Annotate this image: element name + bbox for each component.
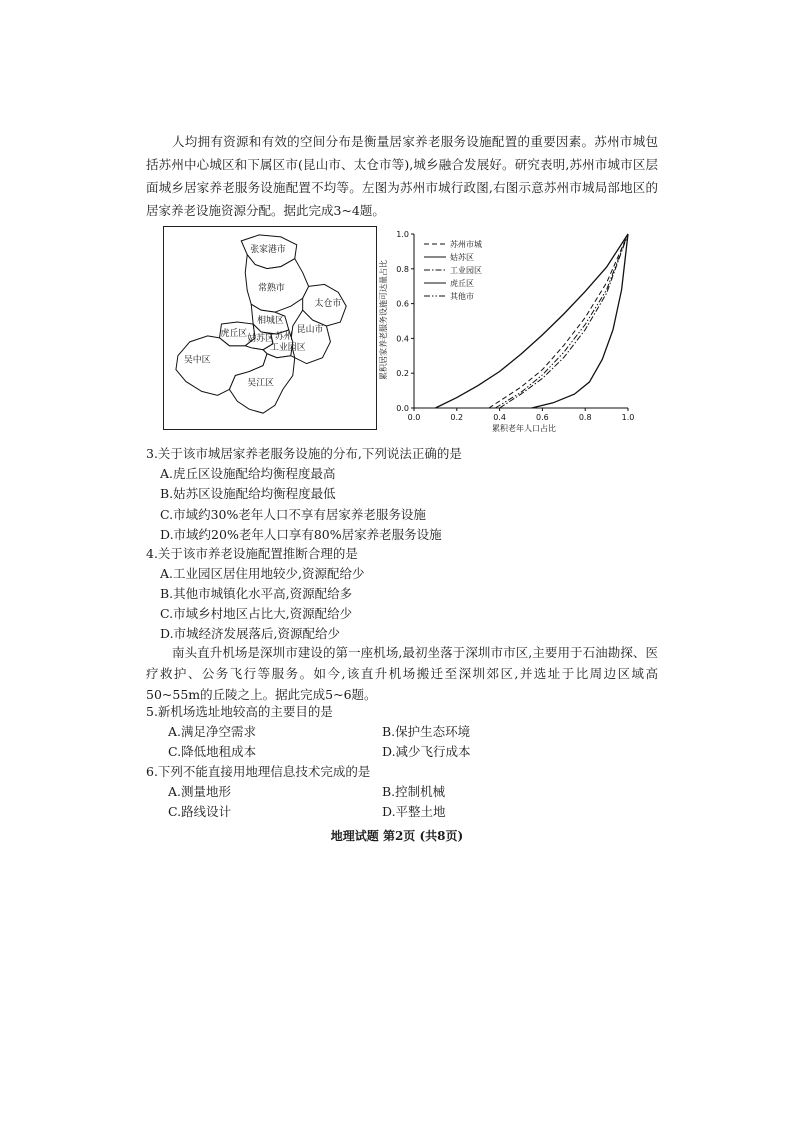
question-3-option-d[interactable]: D.市域约20%老年人口享有80%居家养老服务设施 [160, 527, 442, 542]
map-label-sip: 工业园区 [270, 342, 306, 353]
map-label-huqiu: 虎丘区 [220, 328, 248, 339]
map-label-xiangcheng: 相城区 [257, 316, 284, 327]
y-tick-label: 0.6 [396, 299, 409, 309]
x-tick-label: 0.6 [536, 413, 549, 422]
question-4-option-a[interactable]: A.工业园区居住用地较少,资源配给少 [160, 566, 365, 581]
y-tick-label: 0.4 [396, 334, 409, 344]
map-label-taicang: 太仓市 [314, 299, 342, 310]
x-tick-label: 0.0 [407, 413, 421, 422]
question-6-option-a[interactable]: A.测量地形 [168, 784, 232, 799]
question-4-option-d[interactable]: D.市城经济发展落后,资源配给少 [160, 626, 341, 641]
intro-paragraph: 人均拥有资源和有效的空间分布是衡量居家养老服务设施配置的重要因素。苏州市城包括苏州中心城区和下属区市(昆山市、太仓市等),城乡融合发展好。研究表明,苏州市城市区层面城乡居家养老服务设施配置不均等。左图为苏州市城行政图,右图示意苏州市城局部地区的居家养老设施资源分配。据此完成3~4题。 [146, 134, 658, 218]
y-tick-label: 1.0 [396, 230, 409, 239]
question-5-stem: 5.新机场选址地较高的主要目的是 [146, 704, 333, 719]
map-label-zhangjiagang: 张家港市 [250, 244, 286, 255]
map-label-wuzhong: 吴中区 [183, 355, 211, 366]
page-footer: 地理试题 第2页 (共8页) [330, 829, 464, 843]
map-label-changshu: 常熟市 [258, 283, 285, 294]
facility-distribution-chart [376, 224, 646, 438]
y-tick-label: 0.2 [396, 369, 409, 379]
x-tick-label: 0.2 [450, 413, 464, 422]
chart-svg [376, 224, 646, 438]
question-6-stem: 6.下列不能直接用地理信息技术完成的是 [146, 764, 371, 779]
legend-label-5: 其他市 [450, 292, 474, 301]
series-line-4 [532, 234, 628, 408]
question-4-stem: 4.关于该市养老设施配置推断合理的是 [146, 546, 358, 561]
series-line-5 [495, 234, 628, 408]
question-5-option-d[interactable]: D.减少飞行成本 [382, 744, 471, 759]
map-svg [164, 227, 376, 429]
legend-label-4: 虎丘区 [450, 279, 474, 288]
question-4-option-b[interactable]: B.其他市城镇化水平高,资源配给多 [160, 586, 353, 601]
heliport-paragraph: 南头直升机场是深圳市建设的第一座机场,最初坐落于深圳市市区,主要用于石油勘探、医疗救护、公务飞行等服务。如今,该直升机场搬迁至深圳郊区,并选址于比周边区域高50~55m的丘陵之上。据此完成5~6题。 [146, 645, 658, 702]
y-tick-label: 0.0 [396, 404, 409, 413]
question-4-option-c[interactable]: C.市域乡村地区占比大,资源配给少 [160, 606, 353, 621]
legend-label-3: 工业园区 [450, 266, 482, 275]
chart-legend [424, 239, 482, 301]
question-6-option-b[interactable]: B.控制机械 [382, 784, 446, 799]
question-5-option-a[interactable]: A.满足净空需求 [168, 724, 257, 739]
legend-label-2: 姑苏区 [450, 253, 474, 262]
y-tick-label: 0.8 [396, 264, 409, 274]
question-5-option-c[interactable]: C.降低地租成本 [168, 744, 257, 759]
map-label-gusu: 姑苏区 [247, 333, 274, 344]
map-label-suzhou: 苏州 [274, 331, 293, 342]
x-tick-label: 0.4 [493, 413, 506, 422]
series-line-1 [489, 234, 628, 408]
suzhou-admin-map [163, 226, 377, 430]
map-label-wujiang: 吴江区 [247, 378, 274, 389]
chart-ylabel: 累积居家养老服务设施可达量占比 [379, 260, 388, 380]
question-3-stem: 3.关于该市城居家养老服务设施的分布,下列说法正确的是 [146, 446, 462, 461]
question-6-option-c[interactable]: C.路线设计 [168, 804, 232, 819]
x-tick-label: 1.0 [621, 413, 635, 422]
question-5-option-b[interactable]: B.保护生态环境 [382, 724, 471, 739]
x-tick-label: 0.8 [578, 413, 592, 422]
chart-axes [396, 230, 634, 422]
question-6-option-d[interactable]: D.平整土地 [382, 804, 446, 819]
legend-label-1: 苏州市城 [450, 240, 482, 249]
question-3-option-c[interactable]: C.市域约30%老年人口不享有居家养老服务设施 [160, 507, 426, 522]
map-label-kunshan: 昆山市 [296, 324, 324, 335]
series-line-3 [500, 234, 628, 408]
question-3-option-a[interactable]: A.虎丘区设施配给均衡程度最高 [160, 466, 336, 481]
chart-xlabel: 累积老年人口占比 [492, 424, 556, 433]
question-3-option-b[interactable]: B.姑苏区设施配给均衡程度最低 [160, 486, 336, 501]
